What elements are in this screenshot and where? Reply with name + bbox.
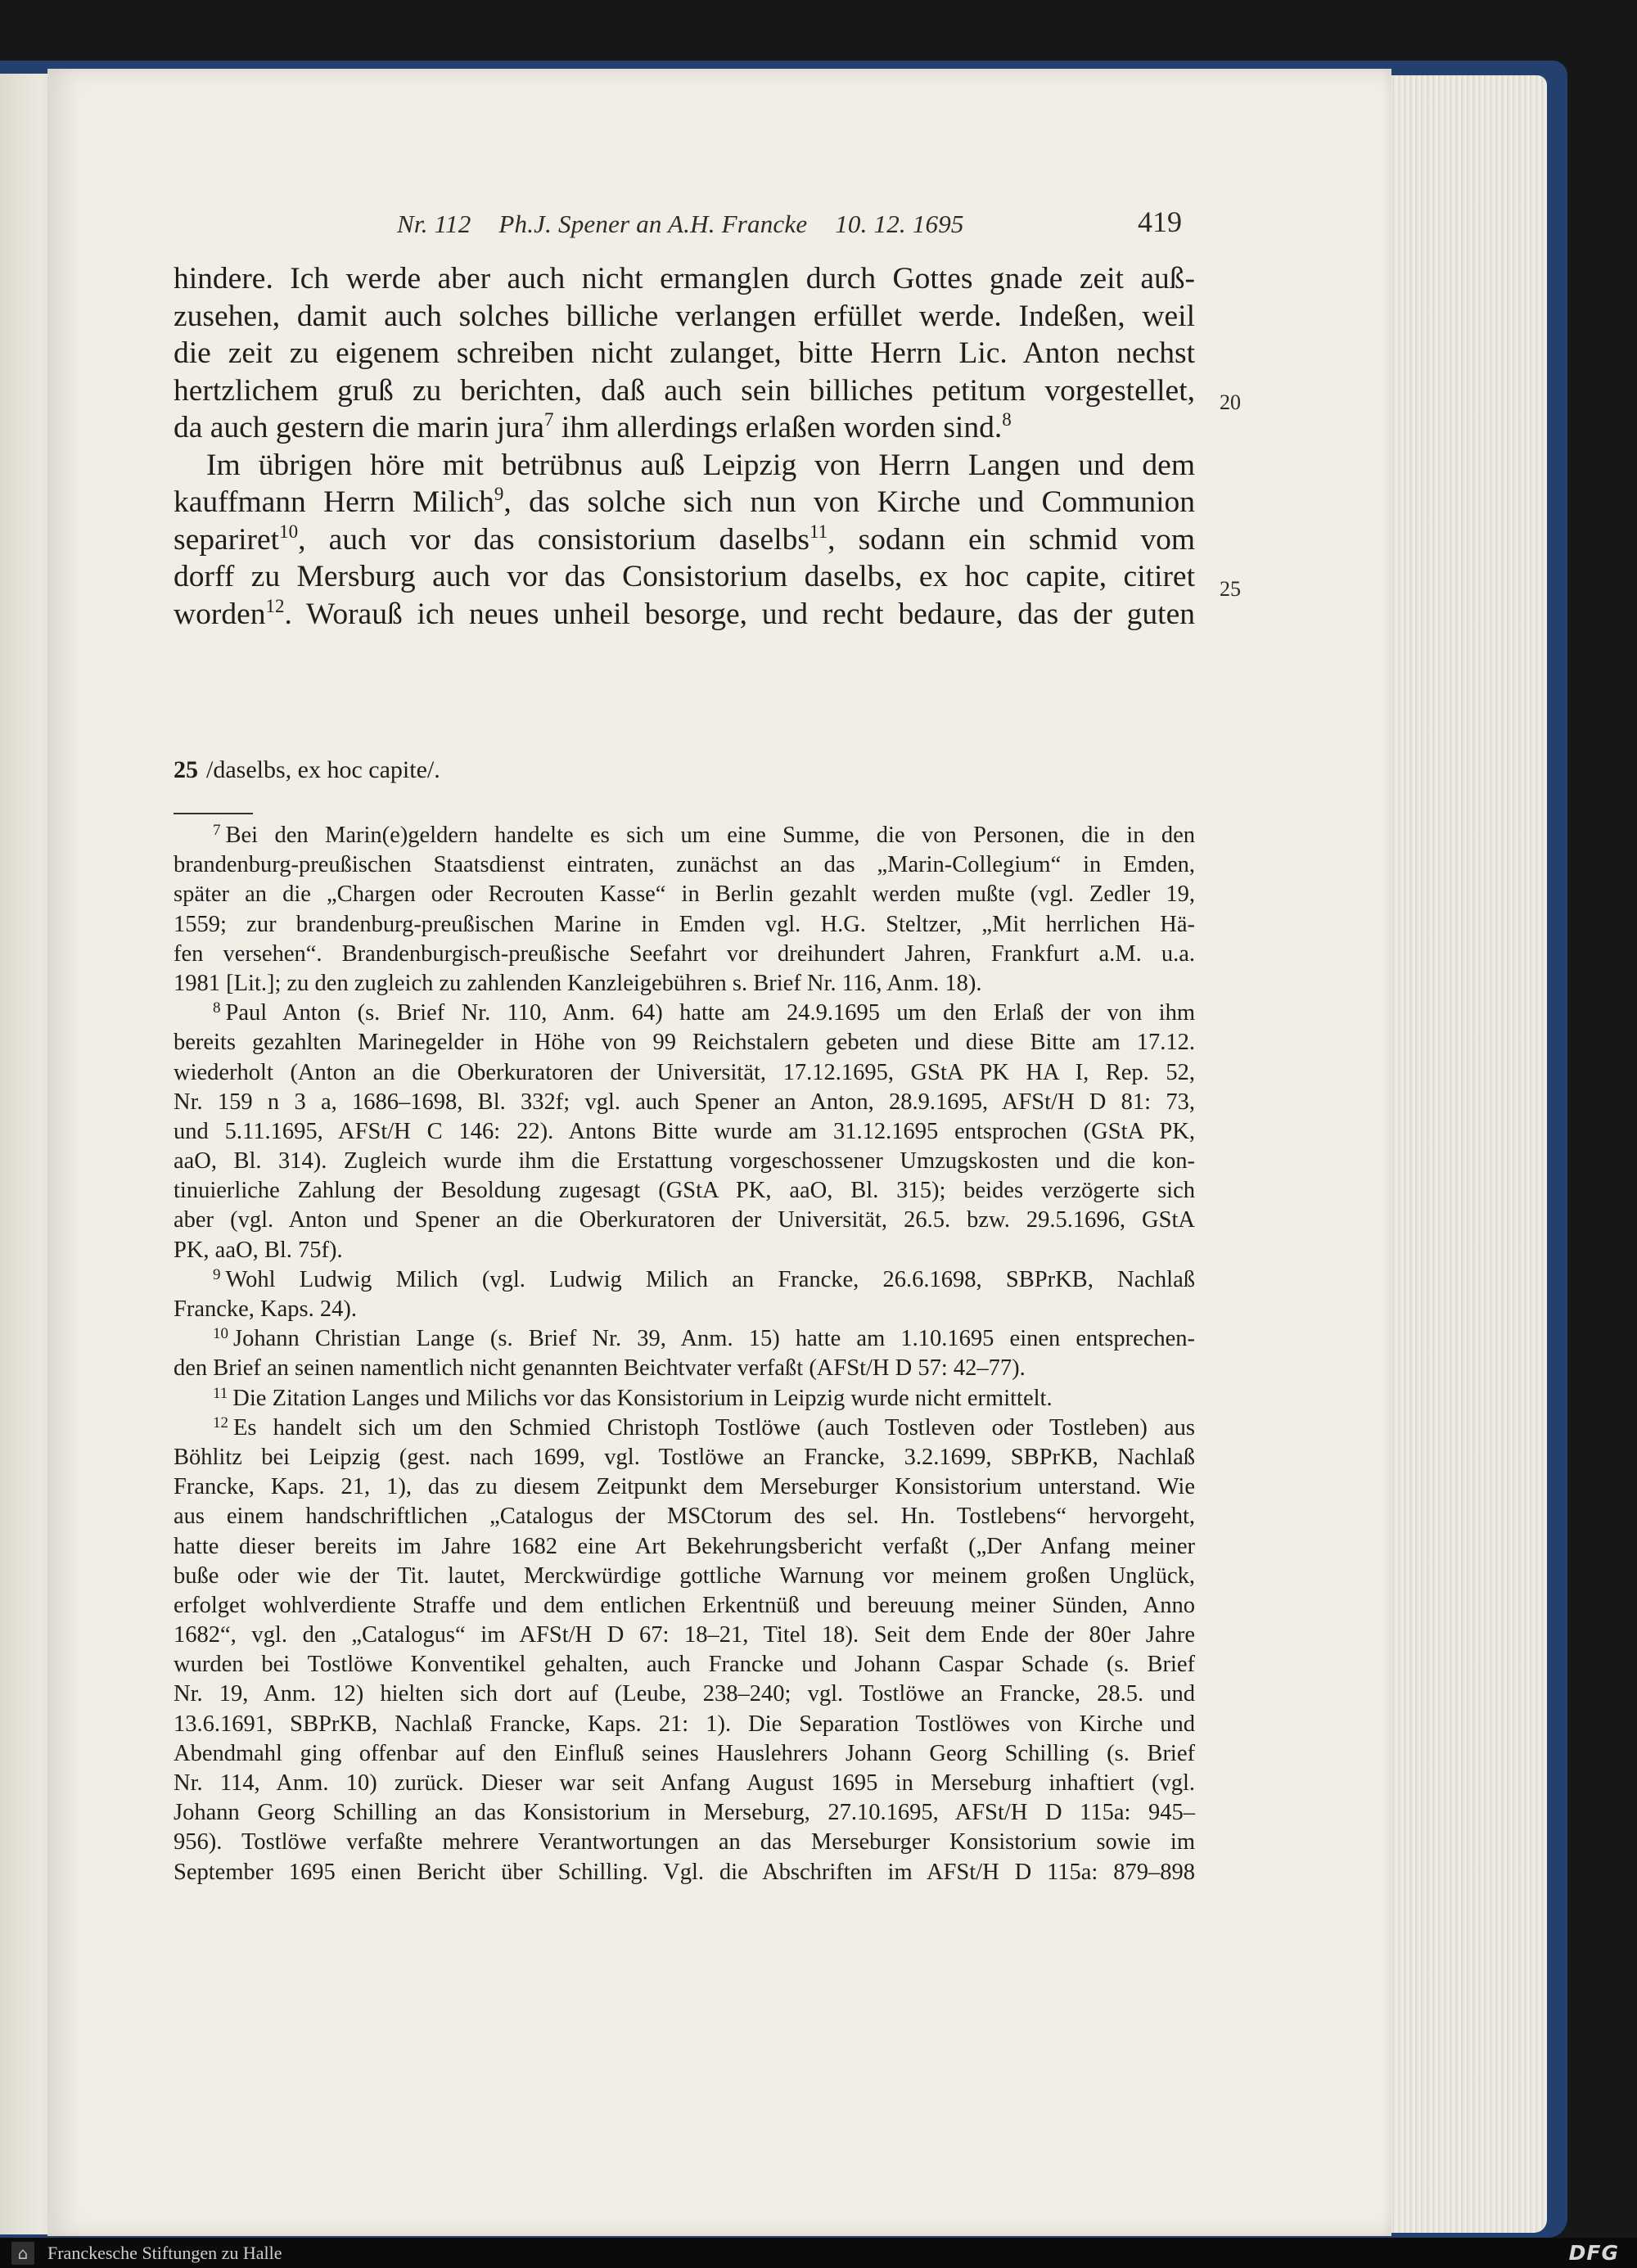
footnote-line: und 5.11.1695, AFSt/H C 146: 22). Antons Bitte wurde am 31.12.1695 entsprochen (GStA PK, — [174, 1118, 1195, 1144]
text-line: hindere. Ich werde aber auch nicht ermanglen durch Gottes gnade zeit auß- — [174, 262, 1195, 295]
page-number: 419 — [1138, 205, 1182, 238]
footnote-rule — [174, 813, 253, 814]
letter-text — [174, 260, 1195, 633]
apparatus-note: /daselbs, ex hoc capite/. — [206, 756, 440, 783]
text-line: worden$^{12}$. Worauß ich neues unheil besorge, und recht bedaure, das der guten — [174, 595, 1195, 631]
footnote-line: Nr. 19, Anm. 12) hielten sich dort auf (Leube, 238–240; vgl. Tostlöwe an Francke, 28.5. und — [174, 1681, 1195, 1707]
footnote-line: Francke, Kaps. 24). — [174, 1296, 357, 1322]
footnote-line: 956). Tostlöwe verfaßte mehrere Verantwortungen an das Merseburger Konsistorium sowie im — [174, 1829, 1195, 1855]
text-line: Im übrigen höre mit betrübnus auß Leipzig von Herrn Langen und dem — [206, 448, 1195, 482]
viewer-footer-bar — [0, 2238, 1637, 2268]
footnote-line: 1981 [Lit.]; zu den zugleich zu zahlenden Kanzleigebühren s. Brief Nr. 116, Anm. 18). — [174, 970, 982, 996]
footnote-ref: 10 — [279, 521, 299, 542]
footnote-line: $^7$ Bei den Marin(e)geldern handelte es sich um eine Summe, die von Personen, die in den — [213, 822, 1195, 848]
footnote-number: 9 — [213, 1265, 221, 1283]
footnote-line: $^{12}$ Es handelt sich um den Schmied Christoph Tostlöwe (auch Tostleven oder Tostleben) aus — [213, 1414, 1195, 1441]
footnote-line: wurden bei Tostlöwe Konventikel gehalten, auch Francke und Johann Caspar Schade (s. Brief — [174, 1652, 1195, 1678]
footnotes — [174, 821, 1195, 1887]
institution-name: Franckesche Stiftungen zu Halle — [47, 2243, 282, 2263]
text-line: kauffmann Herrn Milich$^9$, das solche sich nun von Kirche und Communion — [174, 484, 1195, 519]
footnote-line: aaO, Bl. 314). Zugleich wurde ihm die Erstattung vorgeschossener Umzugskosten und die kon- — [174, 1148, 1195, 1175]
footnote-line: $^{11}$ Die Zitation Langes und Milichs vor das Konsistorium in Leipzig wurde nicht ermittelt. — [213, 1384, 1053, 1411]
text-line: zusehen, damit auch solches billiche verlangen erfüllet werde. Indeßen, weil — [174, 299, 1195, 333]
footnote-ref: 12 — [265, 595, 285, 616]
text-line: die zeit zu eigenem schreiben nicht zulanget, bitte Herrn Lic. Anton nechst — [174, 336, 1195, 370]
footnote-line: hatte dieser bereits im Jahre 1682 eine Art Bekehrungsbericht verfaßt („Der Anfang meiner — [174, 1533, 1195, 1559]
letter-date: 10. 12. 1695 — [835, 210, 964, 238]
apparatus-line-number: 25 — [174, 756, 198, 783]
dfg-logo: DFG — [1568, 2241, 1619, 2265]
footnote-ref: 7 — [543, 409, 554, 430]
footnote-ref: 9 — [494, 484, 504, 504]
running-head — [397, 210, 985, 239]
footnote-line: fen versehen“. Brandenburgisch-preußische Seefahrt vor dreihundert Jahren, Frankfurt a.M. u.a. — [174, 940, 1195, 967]
text-line: da auch gestern die marin jura$^7$ ihm allerdings erlaßen worden sind.$^8$ — [174, 409, 1012, 444]
footnote-line: $^8$ Paul Anton (s. Brief Nr. 110, Anm. 64) hatte am 24.9.1695 um den Erlaß der von ihm — [213, 999, 1195, 1026]
footnote-number: 7 — [213, 822, 221, 839]
footnote-line: aus einem handschriftlichen „Catalogus der MSCtorum des sel. Hn. Tostlebens“ hervorgeht, — [174, 1504, 1195, 1530]
footnote-line: aber (vgl. Anton und Spener an die Oberkuratoren der Universität, 26.5. bzw. 29.5.1696, GStA — [174, 1207, 1195, 1233]
footnote-line: Nr. 114, Anm. 10) zurück. Dieser war seit Anfang August 1695 in Merseburg inhaftiert (vgl. — [174, 1770, 1195, 1796]
page-block-edge — [1383, 75, 1547, 2233]
footnote-line: später an die „Chargen oder Recrouten Kasse“ in Berlin gezahlt werden mußte (vgl. Zedler 19, — [174, 881, 1195, 908]
line-number-20: 20 — [1220, 390, 1241, 414]
footnote-line: $^9$ Wohl Ludwig Milich (vgl. Ludwig Milich an Francke, 26.6.1698, SBPrKB, Nachlaß — [213, 1265, 1195, 1292]
footnote-line: brandenburg-preußischen Staatsdienst eintraten, zunächst an das „Marin-Collegium“ in Emden, — [174, 852, 1195, 878]
footnote-number: 10 — [213, 1325, 228, 1343]
footnote-line: PK, aaO, Bl. 75f). — [174, 1237, 343, 1263]
footnote-line: 13.6.1691, SBPrKB, Nachlaß Francke, Kaps. 21: 1). Die Separation Tostlöwes von Kirche und — [174, 1711, 1195, 1737]
footnote-line: $^{10}$ Johann Christian Lange (s. Brief Nr. 39, Anm. 15) hatte am 1.10.1695 einen entsprechen- — [213, 1325, 1195, 1352]
footnote-line: 1559; zur brandenburg-preußischen Marine in Emden vgl. H.G. Steltzer, „Mit herrlichen Hä- — [174, 911, 1195, 937]
text-line: separiret$^{10}$, auch vor das consistorium daselbs$^{11}$, sodann ein schmid vom — [174, 521, 1195, 557]
footnote-ref: 8 — [1002, 409, 1012, 430]
footnote-line: 1682“, vgl. den „Catalogus“ im AFSt/H D 67: 18–21, Titel 18). Seit dem Ende der 80er Jahre — [174, 1622, 1195, 1648]
footnote-line: tinuierliche Zahlung der Besoldung zugesagt (GStA PK, aaO, Bl. 315); beides verzögerte sich — [174, 1178, 1195, 1204]
footnote-line: erfolget wohlverdiente Straffe und dem entlichen Erkentnüß und bereuung meiner Sünden, Anno — [174, 1592, 1195, 1618]
footnote-line: Nr. 159 n 3 a, 1686–1698, Bl. 332f; vgl. auch Spener an Anton, 28.9.1695, AFSt/H D 81: 73, — [174, 1089, 1195, 1115]
footnote-number: 8 — [213, 999, 221, 1017]
text-apparatus — [174, 756, 440, 784]
footnote-line: September 1695 einen Bericht über Schilling. Vgl. die Abschriften im AFSt/H D 115a: 879–898 — [174, 1859, 1195, 1885]
footnote-line: wiederholt (Anton an die Oberkuratoren der Universität, 17.12.1695, GStA PK HA I, Rep. 52, — [174, 1059, 1195, 1085]
correspondents: Ph.J. Spener an A.H. Francke — [498, 210, 808, 238]
footnote-number: 11 — [213, 1384, 228, 1402]
institution-logo-icon: ⌂ — [11, 2242, 34, 2265]
footnote-line: buße oder wie der Tit. lautet, Merckwürdige gottliche Warnung vor meinem großen Unglück, — [174, 1562, 1195, 1589]
line-number-25: 25 — [1220, 577, 1241, 601]
letter-number: Nr. 112 — [397, 210, 471, 238]
footnote-line: Böhlitz bei Leipzig (gest. nach 1699, vgl. Tostlöwe an Francke, 3.2.1699, SBPrKB, Nachlaß — [174, 1444, 1195, 1470]
text-line: dorff zu Mersburg auch vor das Consistorium daselbs, ex hoc capite, citiret — [174, 560, 1195, 593]
footnote-line: den Brief an seinen namentlich nicht genannten Beichtvater verfaßt (AFSt/H D 57: 42–77). — [174, 1355, 1026, 1382]
footnote-number: 12 — [213, 1414, 228, 1432]
footnote-line: Francke, Kaps. 21, 1), das zu diesem Zeitpunkt dem Merseburger Konsistorium unterstand. Wie — [174, 1474, 1195, 1500]
footnote-line: bereits gezahlten Marinegelder in Höhe von 99 Reichstalern gebeten und diese Bitte am 17.12. — [174, 1030, 1195, 1056]
footnote-ref: 11 — [809, 521, 828, 542]
footnote-line: Abendmahl ging offenbar auf den Einfluß seines Hauslehrers Johann Georg Schilling (s. Brief — [174, 1740, 1195, 1766]
footnote-line: Johann Georg Schilling an das Konsistorium in Merseburg, 27.10.1695, AFSt/H D 115a: 945– — [174, 1800, 1195, 1826]
text-line: hertzlichem gruß zu berichten, daß auch sein billiches petitum vorgestellet, — [174, 373, 1195, 408]
